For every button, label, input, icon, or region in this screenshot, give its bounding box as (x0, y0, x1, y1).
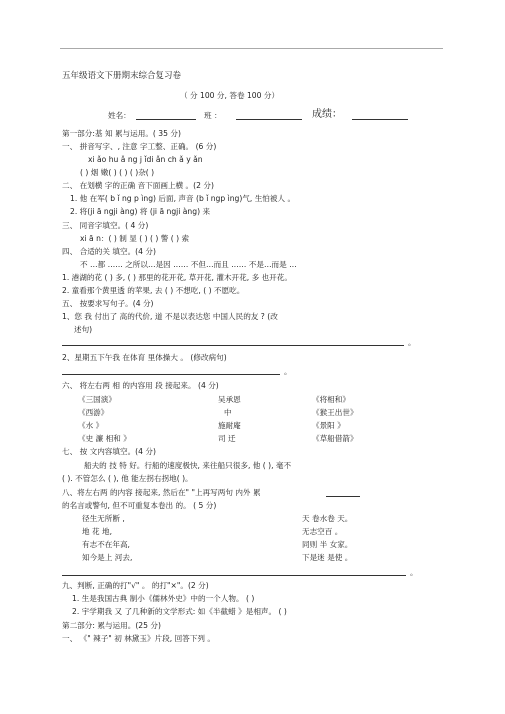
q5-answer-line-1 (62, 345, 404, 346)
q4-item-1: 1. 港湖的花 ( ) 多, ( ) 那里的花开花, 草开花, 灌木开花, 多 也开花。 (62, 273, 292, 282)
name-blank (136, 119, 196, 120)
q6-right-4: 《草船借箭》 (312, 434, 358, 443)
q7-line-2: ( ). 不管怎么 ( ), 他 能左拐右拐地( )。 (62, 474, 193, 483)
q6-mid-1: 吴承恩 (218, 395, 241, 404)
q5-item-1-cont: 述句) (74, 325, 93, 334)
q6-right-3: 《景阳 》 (312, 421, 345, 430)
name-label: 姓名： (108, 111, 131, 120)
part2-q1: 一、 《" 辣子" 初 林黛玉》片段, 回答下列 。 (62, 634, 215, 643)
q8-blank (326, 496, 360, 497)
q5-answer-line-2 (62, 374, 280, 375)
q5-heading: 五、 按要求写句子。(4 分) (62, 299, 154, 308)
q8-period: 。 (410, 568, 418, 577)
q2-heading: 二、 在划横 字的正确 音下面画上横 。(2 分) (62, 181, 214, 190)
q1-pinyin: xi ǎo hu ǎ ng j ǐdi ǎn ch ǎ y ǎn (88, 155, 203, 164)
class-blank (236, 119, 302, 120)
q6-mid-2: 中 (224, 408, 232, 417)
q8-left-3: 有志不在年高, (82, 540, 130, 549)
part1-heading: 第一部分:基 知 累与运用。( 35 分) (62, 129, 181, 138)
q4-item-2: 2. 童看那个黄里透 的苹果, 去 ( ) 不想吃, ( ) 不愿吃。 (62, 286, 245, 295)
q2-item-2: 2. 将(ji ā ngji àng) 将 (ji ā ngji àng) 来 (70, 207, 211, 216)
q9-item-1: 1. 生是我国古典 制小《儒林外史》中的一个人物。 ( ) (72, 594, 255, 603)
q9-heading: 九、判断, 正确的打"√" 。 的打"×"。(2 分) (62, 581, 209, 590)
q5-period: 。 (408, 338, 416, 347)
q4-heading: 四、 合适的关 填空。(4 分) (62, 247, 156, 256)
q1-answer-row: ( ) 烟 嫩( ) ( ) ( )杂( ) (80, 168, 155, 177)
q1-heading: 一、 拼音写字、, 注意 字工整、正确。 (6 分) (62, 142, 217, 151)
q8-left-4: 知今是上 河去, (82, 553, 133, 562)
q5-item-2: 2、星期五下午我 在体育 里体操大 。 (修改病句) (62, 353, 227, 362)
q5-item-1: 1、您 我 付出了 高的代价, 道 不是以表达您 中国人民的友 ? (改 (62, 312, 278, 321)
q2-item-1: 1. 他 在军( b ǐ ng p ìng) 后面, 声音 (b ǐ ngp ìng)气, 生怕被人 。 (70, 194, 296, 203)
q8-answer-line (62, 575, 406, 576)
q6-mid-4: 司 迁 (218, 434, 236, 443)
q8-heading: 八、将左右两 的内容 接起来, 然后在" "上再写两句 内外 累 (62, 488, 261, 497)
score-label: 成绩： (312, 109, 342, 120)
exam-title: 五年级语文下册期末综合复习卷 (62, 71, 182, 81)
q9-item-2: 2. 宇学期我 又 了几种新的文学形式: 如《半截蜡 》是相声。 ( ) (72, 607, 287, 616)
q8-right-3: 同则 半 女家。 (302, 540, 353, 549)
q6-left-4: 《史 濂 相和 》 (78, 434, 131, 443)
q6-right-1: 《将相和》 (312, 395, 350, 404)
q6-mid-3: 施耐庵 (218, 421, 241, 430)
q7-heading: 七、 按 文内容填空。(4 分) (62, 447, 156, 456)
q7-line-1: 船夫的 技 特 好。行船的速度极快, 来往船只很多, 他 ( ), 毫不 (84, 461, 292, 470)
q8-right-2: 无志空百 。 (302, 527, 343, 536)
q8-left-2: 地 花 地, (82, 527, 113, 536)
q8-heading-cont: 的名言或警句, 但不可重复本卷出 的。 ( 5 分) (62, 501, 217, 510)
score-blank (352, 119, 408, 120)
q3-heading: 三、 同音字填空。( 4 分) (62, 221, 149, 230)
q8-left-1: 径生无所断 , (82, 514, 125, 523)
q6-heading: 六、 将左右两 相 的内容用 段 接起来。 (4 分) (62, 381, 219, 390)
q6-left-2: 《西游》 (78, 408, 109, 417)
q3-row: xi ā n：( ) 制 显 ( ) ( ) 警 ( ) 索 (80, 234, 190, 243)
q6-right-2: 《猴王出世》 (312, 408, 358, 417)
q4-words: 不 …都 …… 之所以…是因 …… 不但…而且 …… 不是…而是 … (80, 260, 297, 269)
q6-left-3: 《水 》 (78, 421, 104, 430)
q8-right-4: 下是迷 是使 。 (302, 553, 353, 562)
q8-right-1: 天 卷水卷 天。 (302, 514, 353, 523)
part2-heading: 第二部分: 累与运用。(25 分) (62, 621, 161, 630)
score-line: （ 分 100 分, 答卷 100 分） (180, 91, 280, 100)
q5-period-2: 。 (284, 367, 292, 376)
class-label: 班 ： (204, 111, 222, 120)
top-rule (60, 48, 443, 49)
q6-left-1: 《三国演》 (78, 395, 116, 404)
